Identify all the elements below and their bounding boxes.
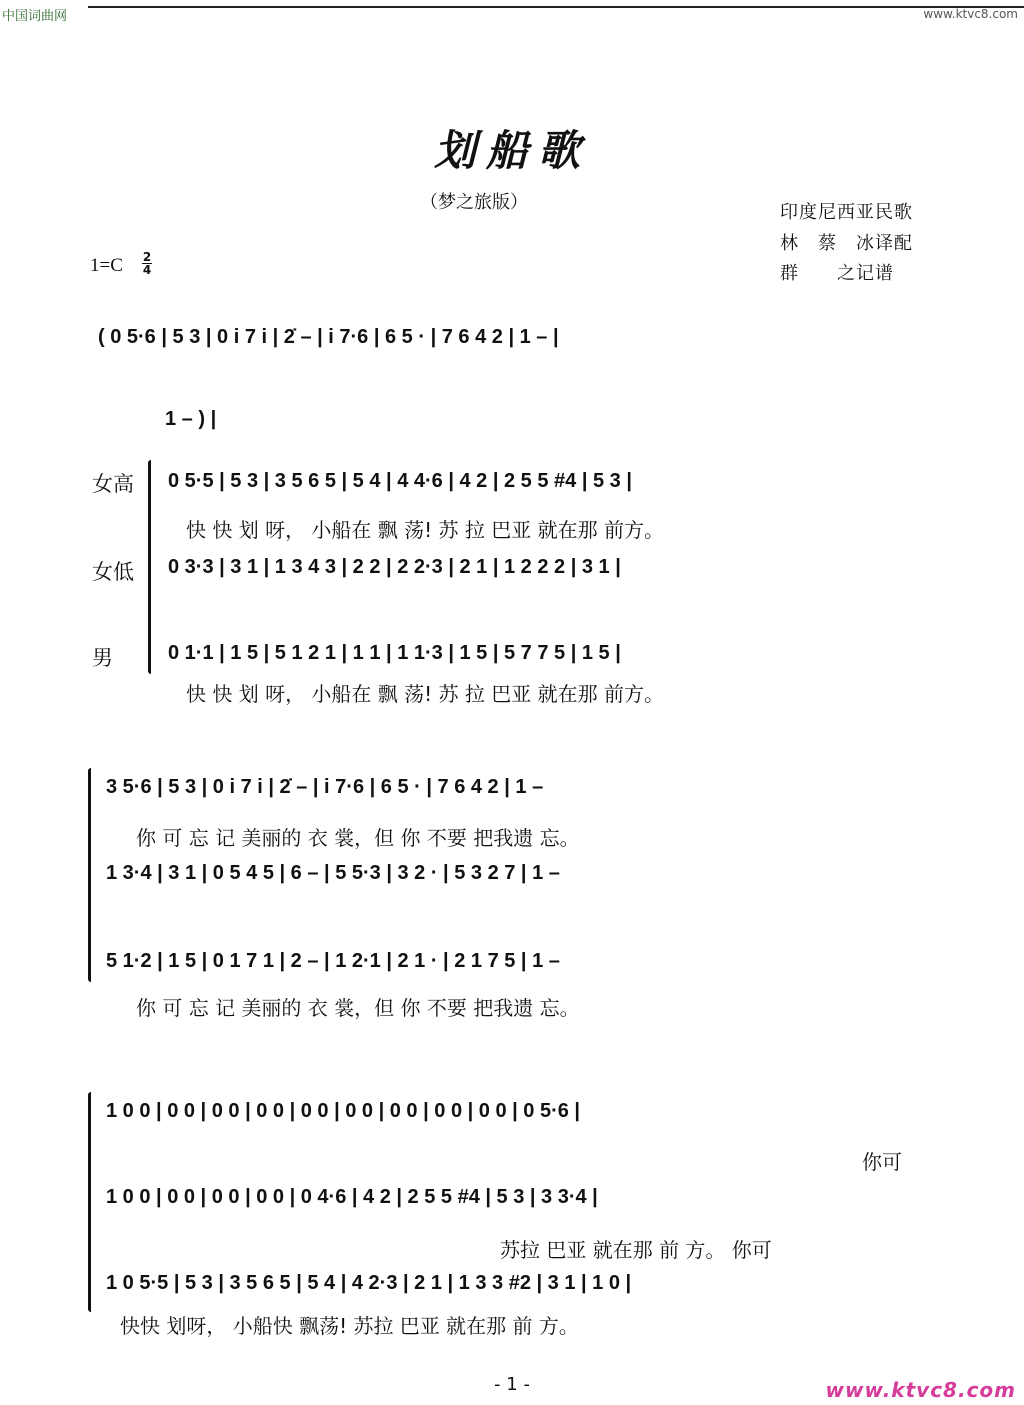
site-url-top: www.ktvc8.com: [923, 7, 1018, 21]
key-signature: 1=C: [90, 255, 123, 276]
page-number: - 1 -: [494, 1374, 530, 1395]
s1-male-lyrics: 快 快 划 呀， 小船在 飘 荡! 苏 拉 巴亚 就在那 前方。: [186, 682, 664, 706]
intro-line-2: 1 – ) |: [165, 408, 217, 430]
s3-male-notes: 1 0 5·5 | 5 3 | 3 5 6 5 | 5 4 | 4 2·3 | 2 1 | 1 3 3 #2 | 3 1 | 1 0 |: [106, 1272, 632, 1294]
intro-line-1: ( 0 5·6 | 5 3 | 0 i 7 i | 2̇ – | i 7·6 | 6 5 · | 7 6 4 2 | 1 – |: [98, 326, 559, 348]
s3-soprano-lyrics: 你可: [862, 1150, 902, 1174]
s1-soprano-lyrics: 快 快 划 呀， 小船在 飘 荡! 苏 拉 巴亚 就在那 前方。: [186, 518, 664, 542]
site-logo-left: 中国词曲网: [2, 9, 68, 24]
s2-soprano-lyrics: 你 可 忘 记 美丽的 衣 裳，但 你 不要 把我遗 忘。: [136, 826, 580, 850]
credit-origin: 印度尼西亚民歌: [780, 202, 913, 223]
credit-transcriber: 群 之记谱: [780, 263, 894, 284]
s3-alto-notes: 1 0 0 | 0 0 | 0 0 | 0 0 | 0 4·6 | 4 2 | 2 5 5 #4 | 5 3 | 3 3·4 |: [106, 1186, 598, 1208]
system-2-brace: [88, 768, 91, 982]
system-1-brace: [148, 460, 151, 674]
time-signature: 2 4: [142, 250, 152, 277]
s1-soprano-notes: 0 5·5 | 5 3 | 3 5 6 5 | 5 4 | 4 4·6 | 4 2 | 2 5 5 #4 | 5 3 |: [168, 470, 632, 492]
s1-male-notes: 0 1·1 | 1 5 | 5 1 2 1 | 1 1 | 1 1·3 | 1 5 | 5 7 7 5 | 1 5 |: [168, 642, 621, 664]
label-male: 男: [92, 646, 113, 670]
s3-alto-lyrics: 苏拉 巴亚 就在那 前 方。 你可: [500, 1238, 772, 1262]
label-alto: 女低: [92, 560, 134, 584]
s2-soprano-notes: 3 5·6 | 5 3 | 0 i 7 i | 2̇ – | i 7·6 | 6 5 · | 7 6 4 2 | 1 –: [106, 776, 544, 798]
s2-male-notes: 5 1·2 | 1 5 | 0 1 7 1 | 2 – | 1 2·1 | 2 1 · | 2 1 7 5 | 1 –: [106, 950, 560, 972]
s2-male-lyrics: 你 可 忘 记 美丽的 衣 裳，但 你 不要 把我遗 忘。: [136, 996, 580, 1020]
system-3-brace: [88, 1092, 91, 1312]
top-rule: [88, 6, 1024, 8]
song-subtitle: （梦之旅版）: [420, 192, 528, 213]
label-soprano: 女高: [92, 472, 134, 496]
s3-soprano-notes: 1 0 0 | 0 0 | 0 0 | 0 0 | 0 0 | 0 0 | 0 0 | 0 0 | 0 0 | 0 5·6 |: [106, 1100, 581, 1122]
song-title: 划船歌: [433, 126, 590, 175]
credit-translator: 林 蔡 冰译配: [780, 233, 913, 254]
site-url-bottom: www.ktvc8.com: [825, 1378, 1016, 1402]
s1-alto-notes: 0 3·3 | 3 1 | 1 3 4 3 | 2 2 | 2 2·3 | 2 1 | 1 2 2 2 | 3 1 |: [168, 556, 621, 578]
s2-alto-notes: 1 3·4 | 3 1 | 0 5 4 5 | 6 – | 5 5·3 | 3 2 · | 5 3 2 7 | 1 –: [106, 862, 560, 884]
s3-male-lyrics: 快快 划呀， 小船快 飘荡! 苏拉 巴亚 就在那 前 方。: [120, 1314, 579, 1338]
